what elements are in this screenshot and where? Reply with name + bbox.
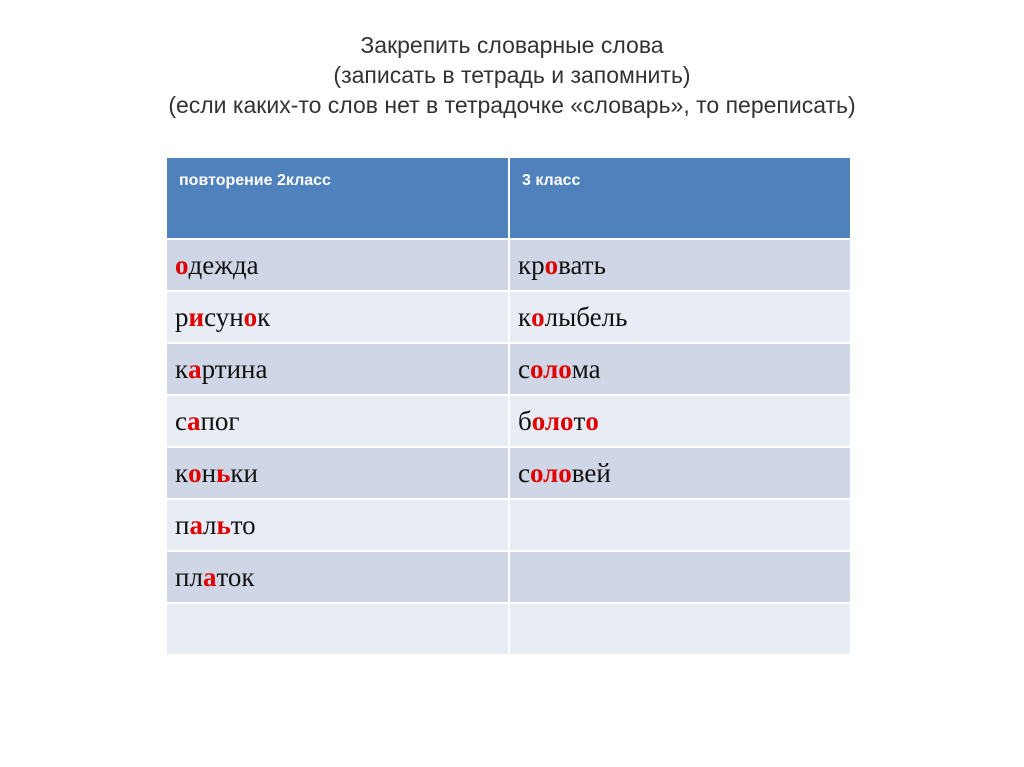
slide-title [0, 30, 1024, 120]
word-cell-grade-2 [167, 343, 509, 395]
highlighted-letters: а [202, 561, 217, 592]
highlighted-letters: о [531, 301, 545, 332]
word-cell-grade-3 [509, 239, 851, 291]
highlighted-letters: оло [529, 353, 572, 384]
title-line-3: (если каких-то слов нет в тетрадочке «словарь», то переписать) [168, 92, 856, 118]
word-part: лыбель [544, 301, 628, 332]
word-part: р [175, 301, 189, 332]
word-part: б [518, 405, 532, 436]
highlighted-letters: а [189, 509, 203, 540]
highlighted-letters: а [186, 405, 201, 436]
word-cell-grade-2 [167, 291, 509, 343]
word-cell-grade-3 [509, 603, 851, 654]
word-part: с [518, 353, 530, 384]
word-part: пог [200, 405, 240, 436]
word-part: ртина [201, 353, 268, 384]
word-part: к [175, 353, 189, 384]
word-part: с [175, 405, 187, 436]
word-part: с [518, 457, 530, 488]
word-part: к [257, 301, 271, 332]
header-grade-2: повторение 2класс [167, 158, 509, 239]
table-row [167, 551, 851, 603]
word-cell-grade-2 [167, 499, 509, 551]
word-part: кр [518, 249, 545, 280]
word-part: ки [230, 457, 258, 488]
table-row [167, 291, 851, 343]
word-cell-grade-3 [509, 447, 851, 499]
word-cell-grade-2 [167, 239, 509, 291]
table-row [167, 239, 851, 291]
table-row [167, 343, 851, 395]
header-grade-3: 3 класс [509, 158, 851, 239]
table-header-row [167, 158, 851, 239]
word-part: к [518, 301, 532, 332]
word-cell-grade-3 [509, 291, 851, 343]
word-part: вать [558, 249, 606, 280]
word-part: н [201, 457, 217, 488]
vocabulary-table [167, 158, 852, 654]
word-cell-grade-2 [167, 551, 509, 603]
table-body [167, 239, 851, 654]
word-cell-grade-3 [509, 343, 851, 395]
highlighted-letters: оло [529, 457, 572, 488]
word-cell-grade-2 [167, 447, 509, 499]
word-part: вей [571, 457, 611, 488]
word-part: ма [571, 353, 601, 384]
highlighted-letters: о [243, 301, 258, 332]
word-part: дежда [188, 249, 259, 280]
title-line-1: Закрепить словарные слова [360, 32, 664, 58]
highlighted-letters: о [188, 457, 202, 488]
highlighted-letters: ь [216, 457, 231, 488]
table-row [167, 447, 851, 499]
word-part: ток [216, 561, 255, 592]
word-part: к [175, 457, 189, 488]
word-part: л [202, 509, 217, 540]
word-part: п [175, 509, 190, 540]
word-cell-grade-2 [167, 395, 509, 447]
word-cell-grade-3 [509, 395, 851, 447]
title-line-2: (записать в тетрадь и запомнить) [333, 62, 691, 88]
table-row [167, 603, 851, 654]
highlighted-letters: ь [216, 509, 231, 540]
word-part: то [230, 509, 256, 540]
highlighted-letters: и [188, 301, 205, 332]
highlighted-letters: о [585, 405, 599, 436]
table-row [167, 395, 851, 447]
highlighted-letters: о [175, 249, 189, 280]
word-part: сун [204, 301, 244, 332]
table-row [167, 499, 851, 551]
word-cell-grade-3 [509, 499, 851, 551]
word-part: пл [175, 561, 203, 592]
highlighted-letters: а [188, 353, 202, 384]
word-part: т [573, 405, 586, 436]
word-cell-grade-3 [509, 551, 851, 603]
highlighted-letters: оло [531, 405, 574, 436]
word-cell-grade-2 [167, 603, 509, 654]
highlighted-letters: о [544, 249, 559, 280]
